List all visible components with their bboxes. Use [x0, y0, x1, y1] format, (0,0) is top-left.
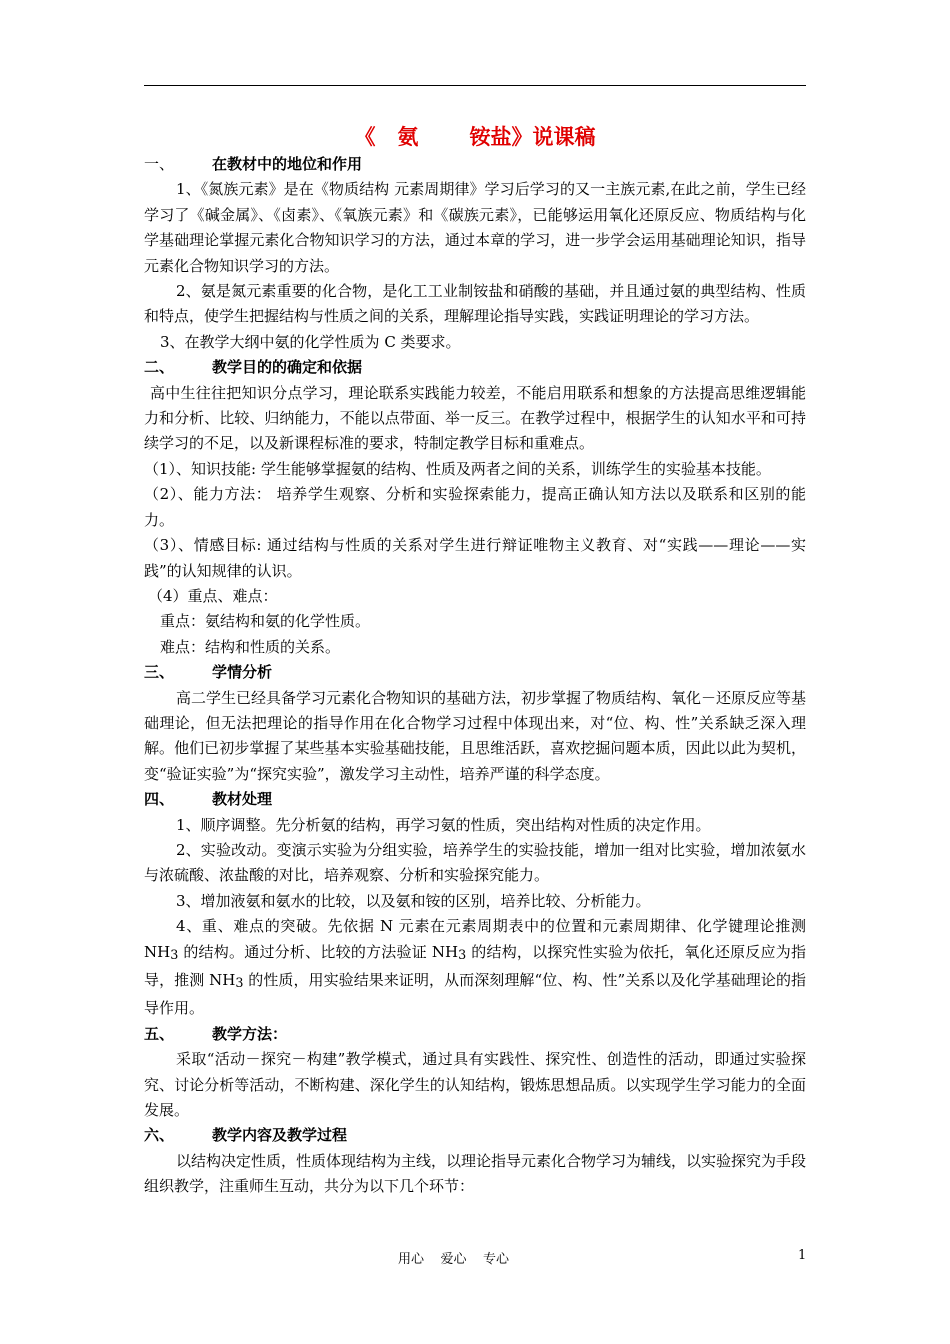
section-6-paragraph-1: 以结构决定性质，性质体现结构为主线，以理论指导元素化合物学习为辅线，以实验探究为手段组织教学，注重师生互动，共分为以下几个环节： — [144, 1151, 807, 1196]
key-point: 重点：氨结构和氨的化学性质。 — [160, 612, 371, 631]
header-rule — [144, 85, 806, 86]
key-points-heading: （4）重点、难点： — [148, 586, 278, 605]
document-body — [144, 122, 806, 1200]
section-4-paragraph-3: 3、增加液氨和氨水的比较，以及氨和铵的区别，培养比较、分析能力。 — [176, 891, 651, 910]
section-5-heading: 五、 教学方法： — [144, 1024, 288, 1043]
footer-motto: 用心 爱心 专心 — [398, 1252, 510, 1267]
section-3-paragraph-1: 高二学生已经具备学习元素化合物知识的基础方法，初步掌握了物质结构、氧化－还原反应等基础理论，但无法把理论的指导作用在化合物学习过程中体现出来，对“位、构、性”关系缺乏深入理解。他们已初步掌握了某些基本实验基础技能，且思维活跃，喜欢挖掘问题本质，因此以此为契机，变“验证实验”为“探究实验”，激发学习主动性，培养严谨的科学态度。 — [144, 688, 807, 783]
page-number: 1 — [798, 1248, 807, 1263]
objective-knowledge: （1）、知识技能: 学生能够掌握氨的结构、性质及两者之间的关系，训练学生的实验基本技能。 — [144, 459, 771, 478]
section-1-paragraph-2: 2、氨是氮元素重要的化合物，是化工工业制铵盐和硝酸的基础，并且通过氨的典型结构、性质和特点，使学生把握结构与性质之间的关系，理解理论指导实践，实践证明理论的学习方法。 — [144, 282, 806, 326]
section-3-heading: 三、 学情分析 — [144, 663, 273, 682]
section-1-paragraph-1: 1、《氮族元素》是在《物质结构 元素周期律》学习后学习的又一主族元素,在此之前，学生已经学习了《碱金属》、《卤素》、《氧族元素》和《碳族元素》，已能够运用氧化还原反应、物质结构与化学基础理论掌握元素化合物知识学习的方法，通过本章的学习，进一步学会运用基础理论知识，指导元素化合物知识学习的方法。 — [144, 180, 806, 275]
objective-ability: （2）、能力方法： 培养学生观察、分析和实验探索能力，提高正确认知方法以及联系和区别的能力。 — [144, 485, 806, 529]
section-4-paragraph-2: 2、实验改动。变演示实验为分组实验，培养学生的实验技能，增加一组对比实验，增加浓氨水与浓硫酸、浓盐酸的对比，培养观察、分析和实验探究能力。 — [144, 840, 806, 885]
section-5-paragraph-1: 采取“活动－探究－构建”教学模式，通过具有实践性、探究性、创造性的活动，即通过实验探究、讨论分析等活动，不断构建、深化学生的认知结构，锻炼思想品质。以实现学生学习能力的全面发展。 — [144, 1050, 806, 1120]
difficult-point: 难点：结构和性质的关系。 — [160, 637, 341, 656]
section-6-heading: 六、 教学内容及教学过程 — [144, 1126, 348, 1145]
objective-emotion: （3）、情感目标: 通过结构与性质的关系对学生进行辩证唯物主义教育、对“实践——理论——实践”的认知规律的认识。 — [144, 536, 806, 580]
section-2-paragraph-1: 高中生往往把知识分点学习，理论联系实践能力较差，不能启用联系和想象的方法提高思维逻辑能力和分析、比较、归纳能力，不能以点带面、举一反三。在教学过程中，根据学生的认知水平和可持续学习的不足，以及新课程标准的要求，特制定教学目标和重难点。 — [144, 383, 806, 453]
section-1-paragraph-3: 3、在教学大纲中氨的化学性质为 C 类要求。 — [160, 332, 461, 351]
section-1-heading: 一、 在教材中的地位和作用 — [144, 155, 363, 173]
section-4-paragraph-4: 4、重、难点的突破。先依据 N 元素在元素周期表中的位置和元素周期律、化学键理论推测 $NH_3$ 的结构。通过分析、比较的方法验证 $NH_3$ 的结构，以探究性实验为依托，氧化还原反应为指导，推测 $NH_3$ 的性质，用实验结果来证明，从而深刻理解“位、构、性”关系以及化学基础理论的指导作用。 — [144, 917, 807, 1018]
section-4-heading: 四、 教材处理 — [144, 790, 273, 809]
section-4-paragraph-1: 1、顺序调整。先分析氨的结构，再学习氨的性质，突出结构对性质的决定作用。 — [176, 815, 711, 834]
section-2-heading: 二、 教学目的的确定和依据 — [144, 358, 363, 377]
document-title: 《 氨 铵盐》说课稿 — [354, 124, 596, 149]
